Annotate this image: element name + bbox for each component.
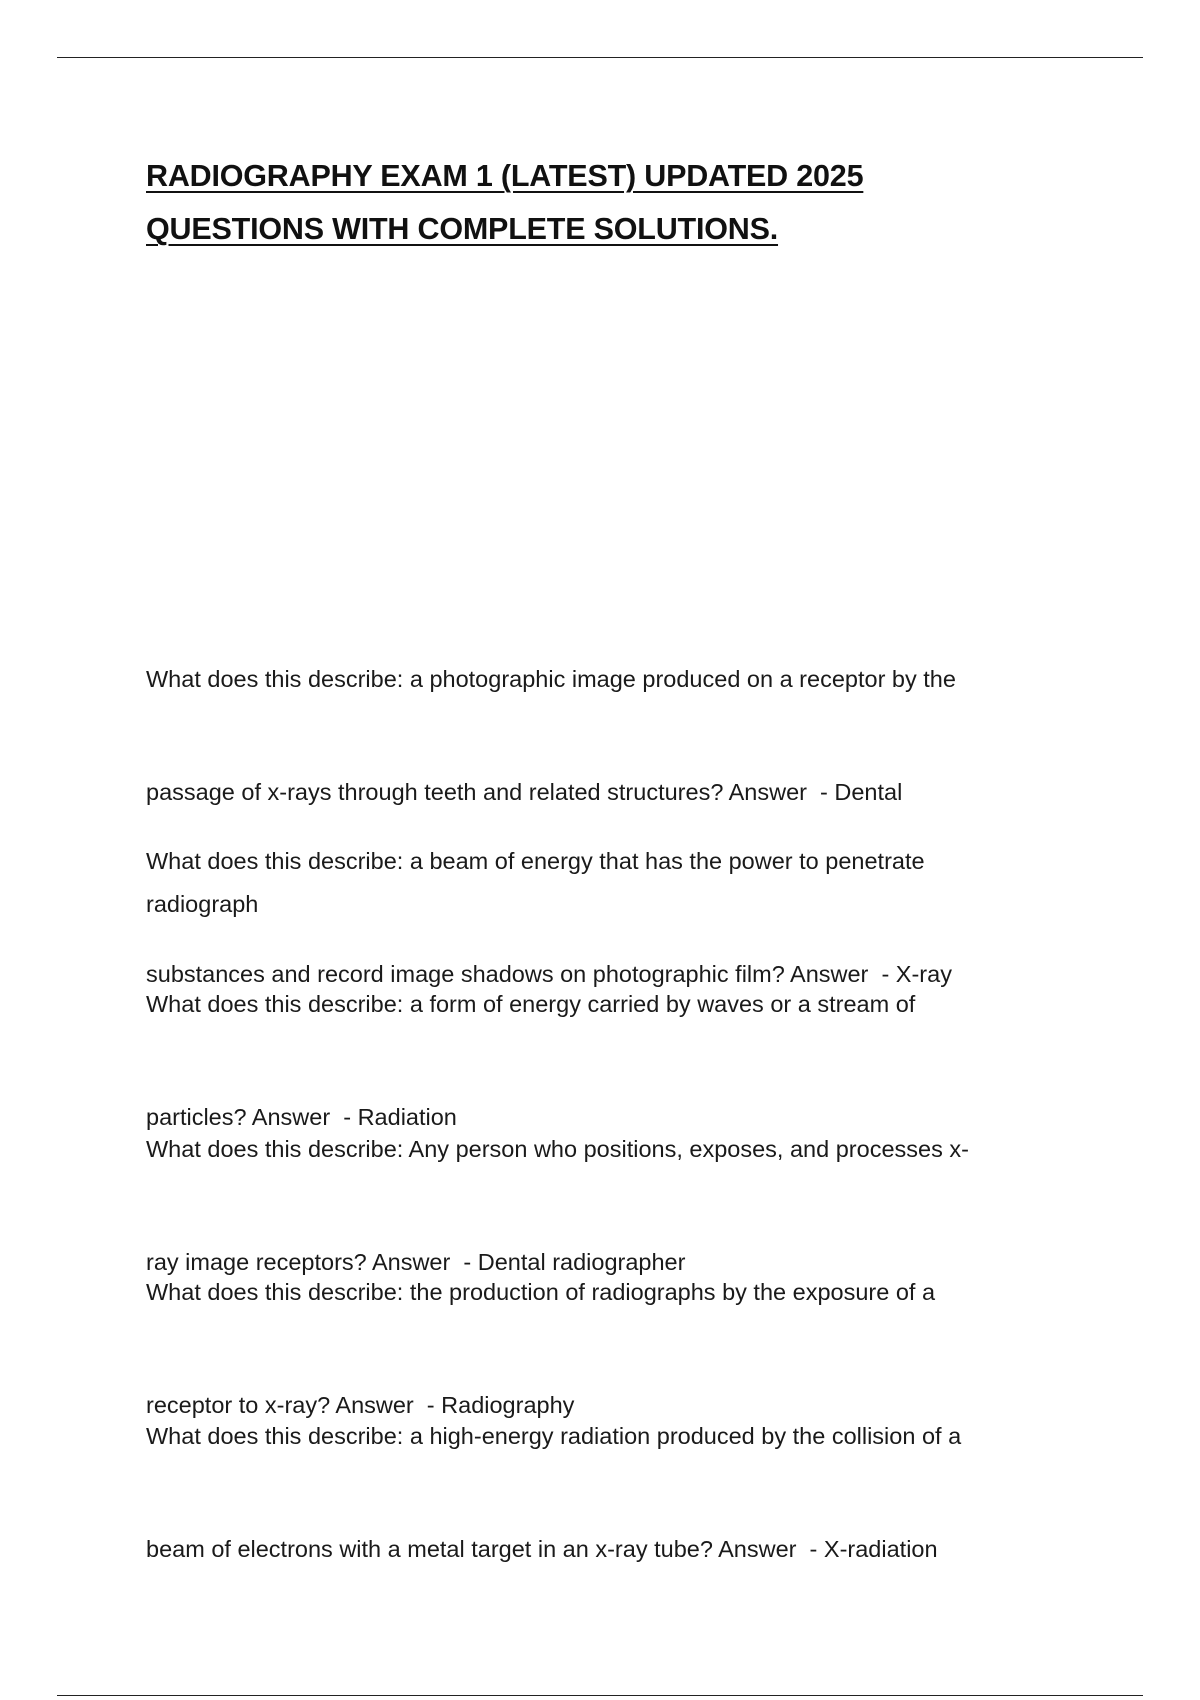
qa-line: What does this describe: the production of radiographs by the exposure of a <box>146 1279 936 1305</box>
qa-line: substances and record image shadows on photographic film? Answer - X-ray <box>146 960 952 987</box>
qa-item <box>146 1343 1066 1606</box>
qa-line: What does this describe: a high-energy radiation produced by the collision of a <box>146 1423 962 1449</box>
qa-line: beam of electrons with a metal target in an x-ray tube? Answer - X-radiation <box>146 1535 938 1562</box>
qa-line: What does this describe: a form of energy carried by waves or a stream of <box>146 991 916 1017</box>
qa-line: passage of x-rays through teeth and related structures? Answer - Dental <box>146 778 903 805</box>
header-rule <box>57 57 1143 58</box>
title-line: RADIOGRAPHY EXAM 1 (LATEST) UPDATED 2025 <box>146 159 864 193</box>
qa-line: What does this describe: Any person who positions, exposes, and processes x- <box>146 1136 969 1162</box>
qa-line: receptor to x-ray? Answer - Radiography <box>146 1391 575 1418</box>
qa-line: ray image receptors? Answer - Dental radiographer <box>146 1248 686 1275</box>
title-line: QUESTIONS WITH COMPLETE SOLUTIONS. <box>146 212 779 246</box>
qa-line: What does this describe: a beam of energy that has the power to penetrate <box>146 848 925 874</box>
document-title <box>146 150 1106 256</box>
qa-line: What does this describe: a photographic image produced on a receptor by the <box>146 666 956 692</box>
qa-line: particles? Answer - Radiation <box>146 1103 457 1130</box>
qa-line: radiograph <box>146 891 259 917</box>
footer-rule <box>57 1695 1143 1696</box>
